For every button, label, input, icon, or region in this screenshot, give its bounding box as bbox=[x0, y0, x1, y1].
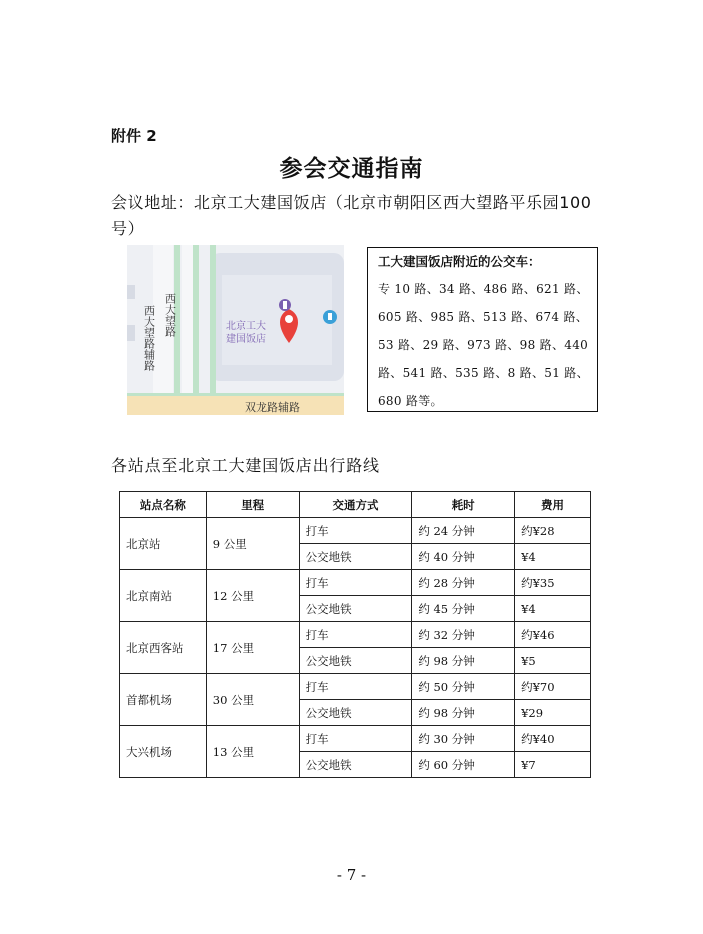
map-road-main-label: 西大望路 bbox=[163, 293, 177, 337]
map-road-aux-label: 西大望路辅路 bbox=[142, 305, 156, 371]
mode-cell: 打车 bbox=[299, 622, 412, 648]
mode-cell: 打车 bbox=[299, 518, 412, 544]
header-mode: 交通方式 bbox=[299, 492, 412, 518]
time-cell: 约 30 分钟 bbox=[412, 726, 515, 752]
distance-cell: 12 公里 bbox=[206, 570, 299, 622]
header-time: 耗时 bbox=[412, 492, 515, 518]
routes-heading: 各站点至北京工大建国饭店出行路线 bbox=[111, 456, 380, 475]
cost-cell: ¥4 bbox=[515, 596, 591, 622]
meeting-address: 会议地址：北京工大建国饭店（北京市朝阳区西大望路平乐园100 号） bbox=[111, 193, 592, 238]
mode-cell: 公交地铁 bbox=[299, 596, 412, 622]
parking-icon bbox=[279, 299, 291, 311]
map-hotel-label-2: 建国饭店 bbox=[226, 334, 266, 345]
cost-cell: ¥29 bbox=[515, 700, 591, 726]
cost-cell: ¥5 bbox=[515, 648, 591, 674]
map-road-bottom-label: 双龙路辅路 bbox=[245, 401, 300, 414]
time-cell: 约 40 分钟 bbox=[412, 544, 515, 570]
cost-cell: 约¥28 bbox=[515, 518, 591, 544]
distance-cell: 30 公里 bbox=[206, 674, 299, 726]
bus-info-text: 专 10 路、34 路、486 路、621 路、605 路、985 路、513 路、674 路、53 路、29 路、973 路、98 路、440 路、541 路、535 路、8 路、51 路、680 路等。 bbox=[378, 282, 589, 408]
mode-cell: 打车 bbox=[299, 674, 412, 700]
table-row bbox=[120, 518, 591, 544]
cost-cell: ¥7 bbox=[515, 752, 591, 778]
table-header-row bbox=[120, 492, 591, 518]
station-cell: 大兴机场 bbox=[120, 726, 207, 778]
cost-cell: 约¥46 bbox=[515, 622, 591, 648]
time-cell: 约 60 分钟 bbox=[412, 752, 515, 778]
time-cell: 约 32 分钟 bbox=[412, 622, 515, 648]
map-graphic bbox=[127, 245, 344, 415]
header-cost: 费用 bbox=[515, 492, 591, 518]
mode-cell: 打车 bbox=[299, 726, 412, 752]
mode-cell: 公交地铁 bbox=[299, 700, 412, 726]
time-cell: 约 24 分钟 bbox=[412, 518, 515, 544]
table-row bbox=[120, 570, 591, 596]
bus-info-title: 工大建国饭店附近的公交车： bbox=[378, 254, 541, 269]
mode-cell: 公交地铁 bbox=[299, 544, 412, 570]
cost-cell: ¥4 bbox=[515, 544, 591, 570]
location-map bbox=[127, 245, 344, 415]
time-cell: 约 98 分钟 bbox=[412, 648, 515, 674]
cost-cell: 约¥35 bbox=[515, 570, 591, 596]
mode-cell: 公交地铁 bbox=[299, 752, 412, 778]
station-cell: 首都机场 bbox=[120, 674, 207, 726]
time-cell: 约 50 分钟 bbox=[412, 674, 515, 700]
station-cell: 北京南站 bbox=[120, 570, 207, 622]
table-row bbox=[120, 622, 591, 648]
station-cell: 北京西客站 bbox=[120, 622, 207, 674]
mode-cell: 打车 bbox=[299, 570, 412, 596]
header-station: 站点名称 bbox=[120, 492, 207, 518]
mode-cell: 公交地铁 bbox=[299, 648, 412, 674]
time-cell: 约 98 分钟 bbox=[412, 700, 515, 726]
page-title: 参会交通指南 bbox=[279, 156, 424, 182]
info-icon bbox=[323, 310, 337, 324]
station-cell: 北京站 bbox=[120, 518, 207, 570]
cost-cell: 约¥70 bbox=[515, 674, 591, 700]
cost-cell: 约¥40 bbox=[515, 726, 591, 752]
attachment-label: 附件 2 bbox=[111, 127, 157, 145]
page-number: - 7 - bbox=[336, 866, 367, 884]
time-cell: 约 28 分钟 bbox=[412, 570, 515, 596]
header-distance: 里程 bbox=[206, 492, 299, 518]
table-row bbox=[120, 726, 591, 752]
time-cell: 约 45 分钟 bbox=[412, 596, 515, 622]
map-hotel-label-1: 北京工大 bbox=[226, 321, 266, 332]
routes-table bbox=[119, 491, 591, 778]
distance-cell: 9 公里 bbox=[206, 518, 299, 570]
bus-info-box bbox=[367, 247, 598, 412]
distance-cell: 17 公里 bbox=[206, 622, 299, 674]
table-row bbox=[120, 674, 591, 700]
distance-cell: 13 公里 bbox=[206, 726, 299, 778]
